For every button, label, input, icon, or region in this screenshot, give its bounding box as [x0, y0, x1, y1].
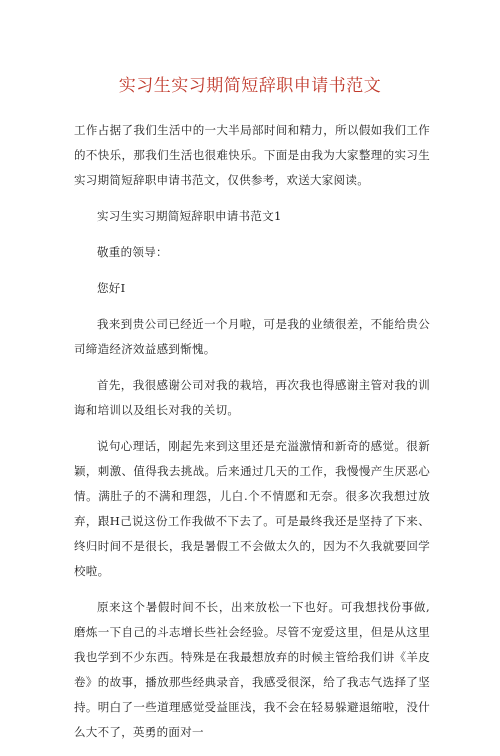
greeting: 您好I	[97, 281, 126, 295]
body-paragraph: 原来这个暑假时间不长，出来放松一下也好。可我想找份事做,磨炼一下自己的斗志增长些社会经验。尽管不宠爱这里，但是从这里我也学到不少东西。特殊是在我最想放弃的时候主管给我们讲《羊皮卷》的故事，播放那些经典录音，我感受很深，给了我志气选择了坚持。明白了一些道理感觉受益匪浅，我不会在轻易躲避退缩啦，没什么大不了，英勇的面对一	[74, 600, 430, 739]
body-paragraph: 首先，我很感谢公司对我的栽培，再次我也得感谢主管对我的训诲和培训以及组长对我的关切。	[74, 378, 430, 417]
document-title: 实习生实习期简短辞职申请书范文	[118, 76, 382, 96]
body-paragraph: 我来到贵公司已经近一个月啦，可是我的业绩很差，不能给贵公司缔造经济效益感到惭愧。	[74, 317, 430, 356]
body-paragraph: 说句心理话，刚起先来到这里还是充溢激情和新奇的感觉。很新颖，刺激、值得我去挑战。后来通过几天的工作，我慢慢产生厌恶心情。满肚子的不满和理怨，儿白.个不情愿和无奈。很多次我想过放弃，跟H己说这份工作我做不下去了。可是最终我还是坚持了下来、终归时间不是很长，我是暑假工不会做太久的，因为不久我就要回学校啦。	[74, 439, 430, 578]
salutation: 敬重的领导：	[97, 245, 168, 259]
intro-paragraph: 工作占据了我们生活中的一大半局部时间和精力，所以假如我们工作的不快乐，那我们生活也很难快乐。下面是由我为大家整理的实习生实习期简短辞职申请书范文，仅供参考，欢送大家阅读。	[74, 123, 430, 187]
document-body	[74, 118, 430, 756]
section-heading: 实习生实习期简短辞职申请书范文1	[97, 209, 282, 223]
